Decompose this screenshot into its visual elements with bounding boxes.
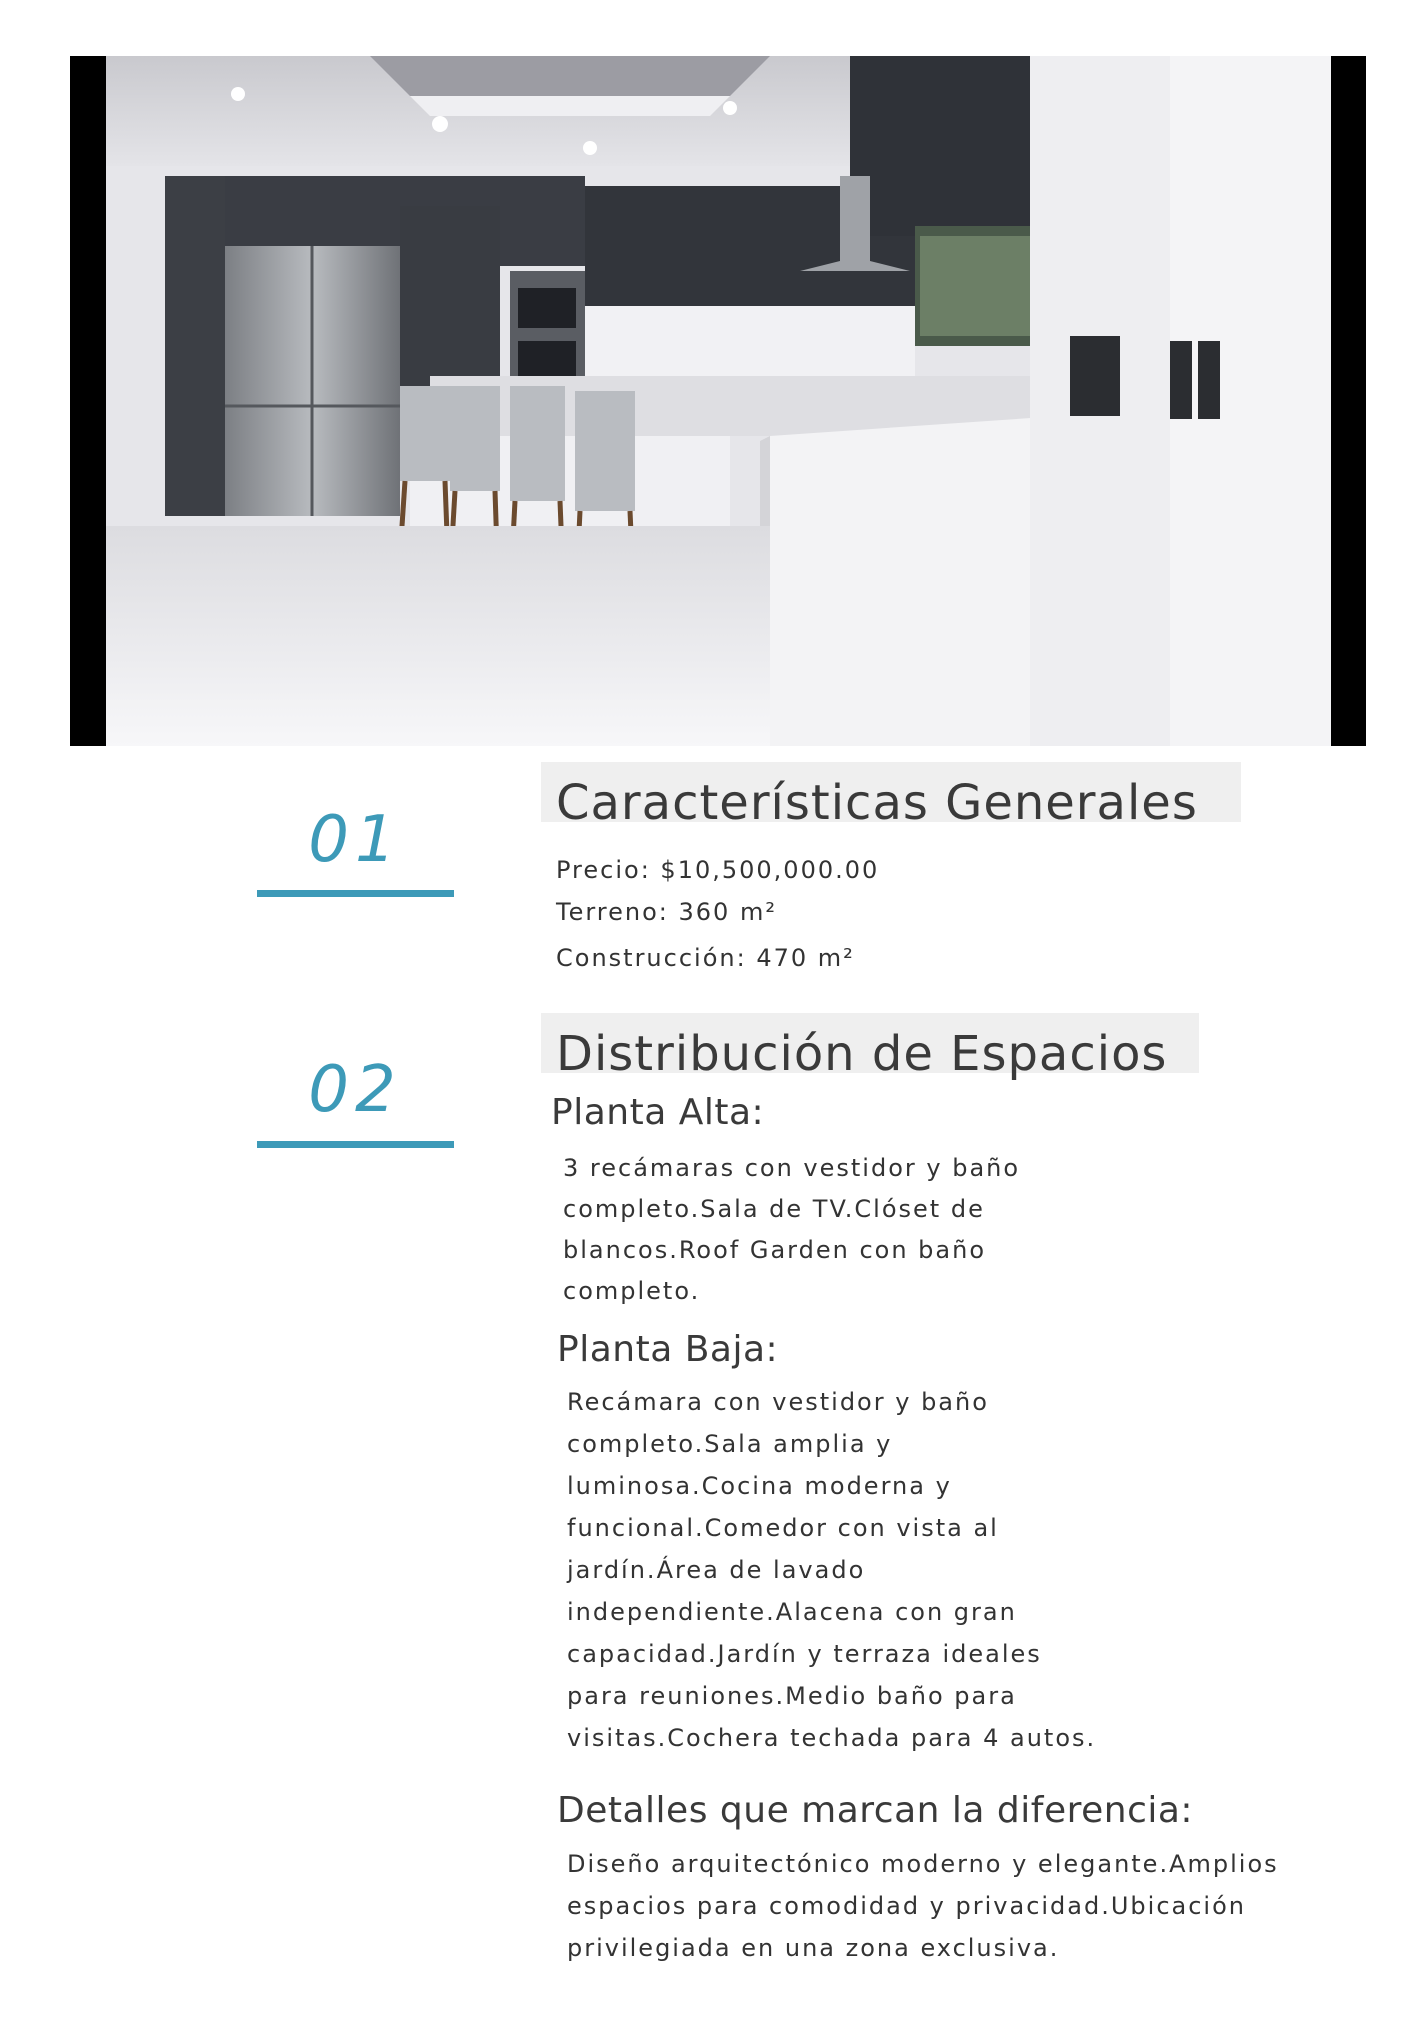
section-title: Características Generales	[556, 775, 1198, 831]
body-line: espacios para comodidad y privacidad.Ubicación	[567, 1892, 1246, 1920]
section-title: Distribución de Espacios	[556, 1026, 1168, 1082]
body-line: luminosa.Cocina moderna y	[567, 1472, 952, 1500]
body-line: Recámara con vestidor y baño	[567, 1388, 989, 1416]
body-line: visitas.Cochera techada para 4 autos.	[567, 1724, 1097, 1752]
body-line: funcional.Comedor con vista al	[567, 1514, 999, 1542]
subsection-title: Planta Alta:	[551, 1092, 765, 1133]
body-line: jardín.Área de lavado	[567, 1556, 866, 1584]
section-number: 02	[308, 1053, 402, 1127]
body-line: privilegiada en una zona exclusiva.	[567, 1934, 1060, 1962]
body-line: capacidad.Jardín y terraza ideales	[567, 1640, 1042, 1668]
section-number-underline	[257, 890, 454, 897]
body-line: completo.Sala amplia y	[567, 1430, 893, 1458]
subsection-title: Planta Baja:	[557, 1329, 779, 1370]
body-line: completo.	[563, 1277, 701, 1305]
body-line: completo.Sala de TV.Clóset de	[563, 1195, 985, 1223]
land-area-text: Terreno: 360 m²	[556, 898, 777, 926]
price-text: Precio: $10,500,000.00	[556, 856, 880, 884]
subsection-title: Detalles que marcan la diferencia:	[557, 1790, 1194, 1831]
section-number: 01	[308, 803, 402, 877]
body-line: Diseño arquitectónico moderno y elegante.Amplios	[567, 1850, 1279, 1878]
body-line: blancos.Roof Garden con baño	[563, 1236, 987, 1264]
construction-area-text: Construcción: 470 m²	[556, 944, 855, 972]
body-line: 3 recámaras con vestidor y baño	[563, 1154, 1021, 1182]
kitchen-photo-illustration	[70, 56, 1366, 746]
section-number-underline	[257, 1141, 454, 1148]
body-line: para reuniones.Medio baño para	[567, 1682, 1017, 1710]
body-line: independiente.Alacena con gran	[567, 1598, 1017, 1626]
kitchen-photo	[70, 56, 1366, 746]
